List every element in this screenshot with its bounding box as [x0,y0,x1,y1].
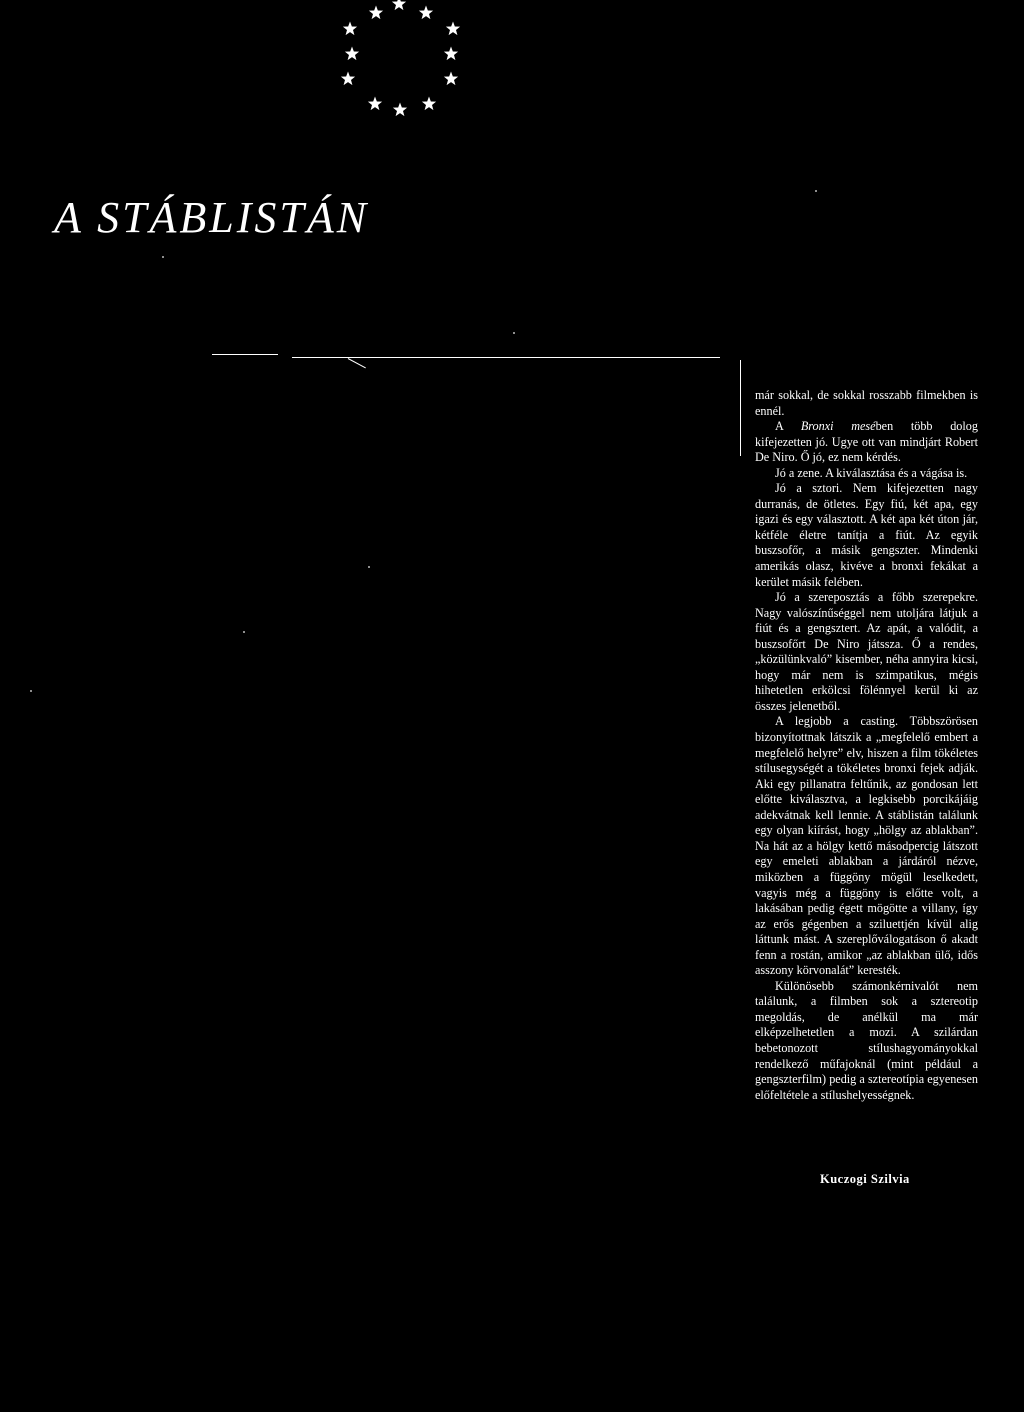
eu-stars-emblem [330,0,470,120]
paragraph-2 [755,419,978,466]
paragraph-2-lead: A [775,419,801,434]
paragraph-1: már sokkal, de sokkal rosszabb filmekben is ennél. [755,388,978,418]
star-icon [419,6,433,20]
paragraph-5: Jó a szereposztás a főbb szerepekre. Nagy valószínűséggel nem utoljára látjuk a fiút és a gengsztert. Az apát, a valódit, a buszsofőrt De Niro játssza. Ő a rendes, „közülünkvaló” kisember, néha annyira kicsi, hogy már nem is szimpatikus, mégis hihetetlen erkölcsi fölénnyel kerül ki az összes jelenetből. [755,590,978,713]
star-icon [392,0,406,10]
divider-tick [348,358,366,368]
paragraph-6: A legjobb a casting. Többszörösen bizonyítottnak látszik a „megfelelő embert a megfelelő helyre” elv, hiszen a film tökéletes stílusegységét a tökéletes bronxi fejek adják. Aki egy pillanatra feltűnik, az gondosan lett előtte kiválasztva, a legkisebb porcikájáig adekvátnak kell lennie. A stáblistán találunk egy olyan kiírást, hogy „hölgy az ablakban”. Na hát az a hölgy kettő másodpercig látszott egy emeleti ablakban a járdáról nézve, miközben a függöny mögül leselkedett, vagyis még a függöny is előtte volt, a lakásában pedig égett mögötte a villany, így az erős gégenben a sziluettjén kívül alig láttunk mást. A szereplőválogatáson ő akadt fenn a rostán, amikor „az ablakban ülő, idős asszony körvonalát” keresték. [755,714,978,978]
star-icon [343,22,357,36]
article-body [755,388,978,1103]
column-rule [740,360,741,456]
paragraph-7: Különösebb számonkérnivalót nem találunk, a filmben sok a sztereotip megoldás, de anélkül ma már elképzelhetetlen a mozi. A szilárdan bebetonozott stílushagyományokkal rendelkező műfajoknál (mint például a gengszterfilm) pedig a sztereotípia egyenesen előfeltétele a stílushelyességnek. [755,978,978,1102]
star-icon [444,72,458,86]
star-icon [446,22,460,36]
paragraph-4: Jó a sztori. Nem kifejezetten nagy durranás, de ötletes. Egy fiú, két apa, egy igazi és egy választott. A két apa két úton jár, kétféle életre tanítja a fiút. Az egyik buszsofőr, a másik gengszter. Mindenki amerikás olasz, kivéve a bronxi fekákat a kerület másik felében. [755,481,978,589]
star-icon [368,97,382,111]
speck [815,190,817,192]
star-icon [422,97,436,111]
speck [243,631,245,633]
star-icon [345,47,359,61]
speck [30,690,32,692]
paragraph-2-rest: ben több dolog kifejezetten jó. Ugye ott van mindjárt Robert De Niro. Ő jó, ez nem kérdés. [755,419,978,465]
star-icon [341,72,355,86]
header-divider-right [292,357,720,358]
speck [162,256,164,258]
header-divider-left [212,354,278,355]
speck [513,332,515,334]
star-icon [393,103,407,117]
star-icon [369,6,383,20]
speck [368,566,370,568]
film-title: Bronxi mesé [800,419,876,434]
star-icon [444,47,458,61]
page-title: A STÁBLISTÁN [54,193,370,242]
author-byline: Kuczogi Szilvia [820,1172,910,1186]
paragraph-3: Jó a zene. A kiválasztása és a vágása is. [775,465,968,480]
